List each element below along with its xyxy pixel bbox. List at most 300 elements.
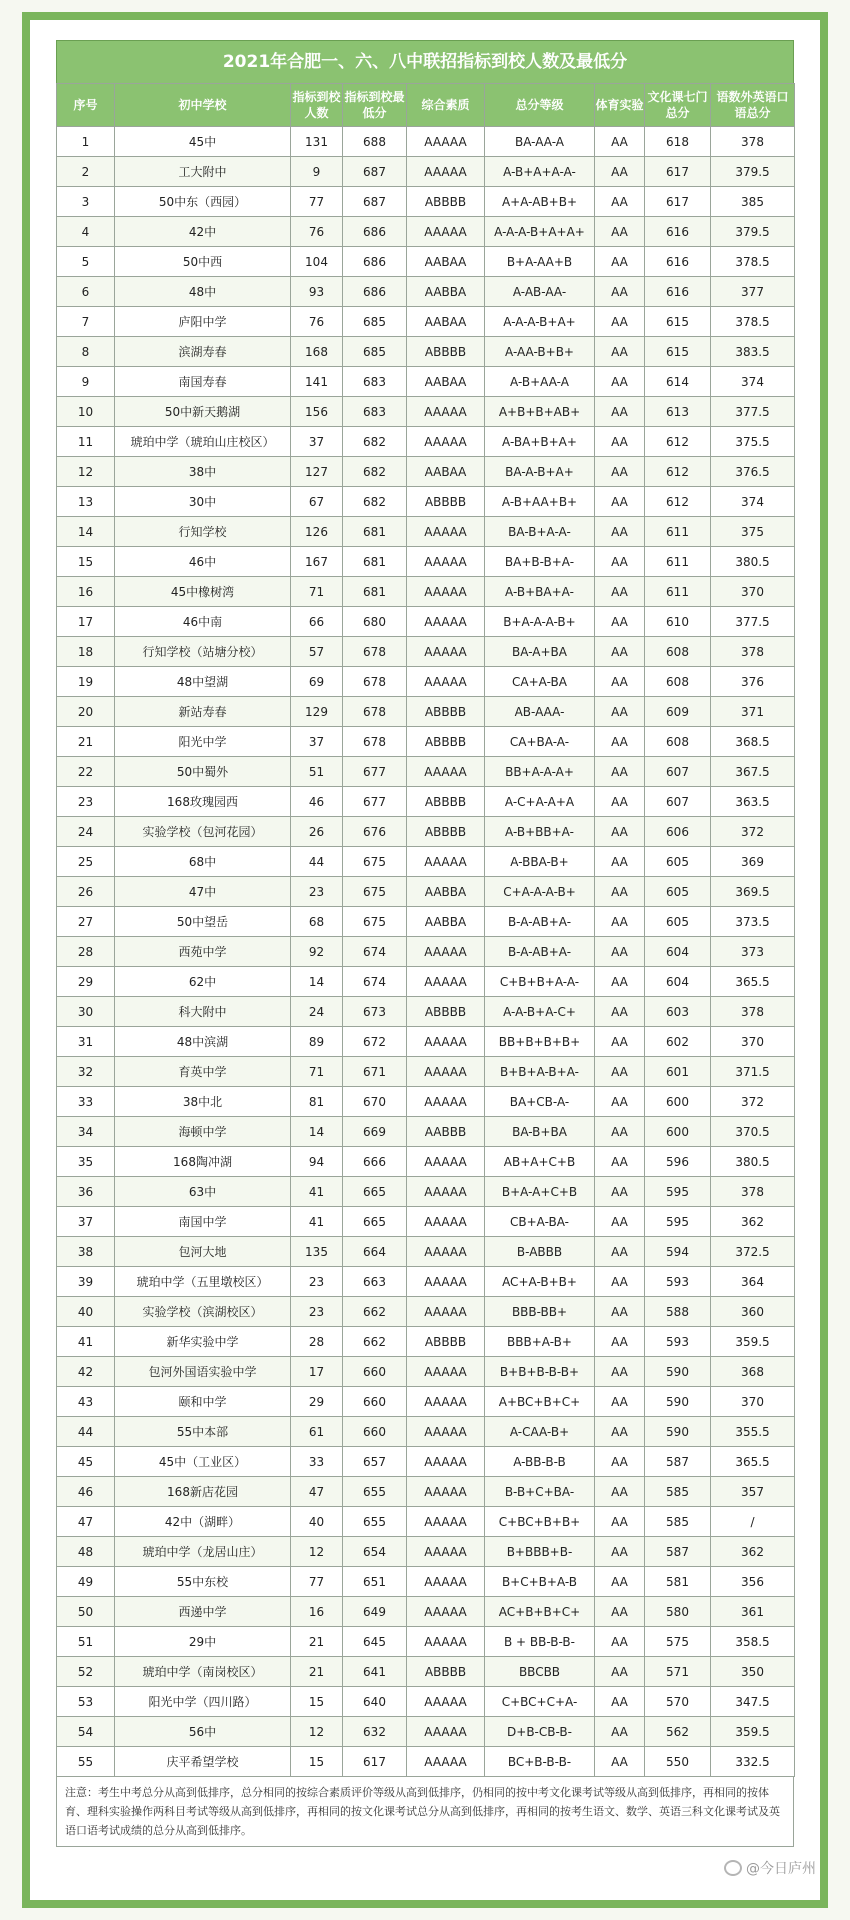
cell-grade: A-B+AA-A	[485, 367, 595, 397]
cell-oral-total: 373.5	[711, 907, 795, 937]
table-row	[57, 457, 795, 487]
cell-quota: 33	[291, 1447, 343, 1477]
table-row	[57, 787, 795, 817]
cell-index: 45	[57, 1447, 115, 1477]
cell-pe-lab: AA	[595, 1207, 645, 1237]
cell-pe-lab: AA	[595, 307, 645, 337]
cell-quality: AAAAA	[407, 1027, 485, 1057]
cell-school: 50中望岳	[115, 907, 291, 937]
cell-min-score: 678	[343, 727, 407, 757]
cell-oral-total: 368.5	[711, 727, 795, 757]
cell-quality: AAAAA	[407, 127, 485, 157]
cell-index: 3	[57, 187, 115, 217]
header-oral-total: 语数外英语口语总分	[711, 84, 795, 127]
cell-school: 海顿中学	[115, 1117, 291, 1147]
table-row	[57, 1627, 795, 1657]
table-row	[57, 1057, 795, 1087]
cell-school: 新站寿春	[115, 697, 291, 727]
cell-index: 5	[57, 247, 115, 277]
cell-index: 12	[57, 457, 115, 487]
cell-quota: 167	[291, 547, 343, 577]
cell-quality: AAAAA	[407, 1747, 485, 1777]
cell-quality: AAAAA	[407, 1357, 485, 1387]
cell-min-score: 686	[343, 247, 407, 277]
cell-school: 50中西	[115, 247, 291, 277]
cell-pe-lab: AA	[595, 787, 645, 817]
cell-seven-total: 602	[645, 1027, 711, 1057]
cell-school: 29中	[115, 1627, 291, 1657]
table-row	[57, 487, 795, 517]
cell-school: 47中	[115, 877, 291, 907]
cell-index: 16	[57, 577, 115, 607]
cell-pe-lab: AA	[595, 1567, 645, 1597]
cell-seven-total: 617	[645, 157, 711, 187]
table-row	[57, 697, 795, 727]
cell-pe-lab: AA	[595, 367, 645, 397]
cell-quality: AAAAA	[407, 1087, 485, 1117]
cell-oral-total: 377.5	[711, 397, 795, 427]
cell-index: 35	[57, 1147, 115, 1177]
cell-oral-total: 379.5	[711, 157, 795, 187]
cell-seven-total: 616	[645, 277, 711, 307]
cell-grade: BC+B-B-B-	[485, 1747, 595, 1777]
cell-quota: 24	[291, 997, 343, 1027]
table-row	[57, 1747, 795, 1777]
cell-index: 43	[57, 1387, 115, 1417]
cell-oral-total: 385	[711, 187, 795, 217]
cell-quota: 46	[291, 787, 343, 817]
cell-pe-lab: AA	[595, 1027, 645, 1057]
cell-grade: A-AA-B+B+	[485, 337, 595, 367]
cell-oral-total: 356	[711, 1567, 795, 1597]
cell-quota: 14	[291, 1117, 343, 1147]
table-row	[57, 1177, 795, 1207]
cell-min-score: 682	[343, 427, 407, 457]
cell-seven-total: 604	[645, 967, 711, 997]
cell-quality: AAAAA	[407, 1537, 485, 1567]
cell-quota: 37	[291, 427, 343, 457]
cell-pe-lab: AA	[595, 247, 645, 277]
cell-quota: 129	[291, 697, 343, 727]
table-row	[57, 1657, 795, 1687]
cell-quality: ABBBB	[407, 817, 485, 847]
cell-oral-total: 370	[711, 1027, 795, 1057]
cell-seven-total: 594	[645, 1237, 711, 1267]
cell-pe-lab: AA	[595, 997, 645, 1027]
cell-seven-total: 593	[645, 1267, 711, 1297]
cell-pe-lab: AA	[595, 1297, 645, 1327]
cell-school: 55中东校	[115, 1567, 291, 1597]
cell-grade: A-BA+B+A+	[485, 427, 595, 457]
cell-seven-total: 607	[645, 787, 711, 817]
cell-school: 包河大地	[115, 1237, 291, 1267]
cell-grade: BA+B-B+A-	[485, 547, 595, 577]
cell-grade: BB+A-A-A+	[485, 757, 595, 787]
cell-index: 31	[57, 1027, 115, 1057]
cell-pe-lab: AA	[595, 877, 645, 907]
cell-index: 39	[57, 1267, 115, 1297]
cell-pe-lab: AA	[595, 1417, 645, 1447]
cell-grade: A-A-A-B+A+A+	[485, 217, 595, 247]
cell-seven-total: 605	[645, 907, 711, 937]
cell-school: 颐和中学	[115, 1387, 291, 1417]
cell-school: 南国中学	[115, 1207, 291, 1237]
cell-grade: BA-A+BA	[485, 637, 595, 667]
table-row	[57, 157, 795, 187]
cell-quality: AAAAA	[407, 1207, 485, 1237]
cell-min-score: 682	[343, 457, 407, 487]
cell-seven-total: 601	[645, 1057, 711, 1087]
cell-grade: B+BBB+B-	[485, 1537, 595, 1567]
cell-quota: 77	[291, 187, 343, 217]
watermark	[724, 1858, 816, 1878]
cell-pe-lab: AA	[595, 1357, 645, 1387]
cell-oral-total: 372	[711, 817, 795, 847]
cell-grade: AC+A-B+B+	[485, 1267, 595, 1297]
cell-grade: BBB+A-B+	[485, 1327, 595, 1357]
cell-grade: C+A-A-A-B+	[485, 877, 595, 907]
cell-min-score: 640	[343, 1687, 407, 1717]
cell-index: 47	[57, 1507, 115, 1537]
cell-school: 庐阳中学	[115, 307, 291, 337]
cell-seven-total: 612	[645, 427, 711, 457]
cell-oral-total: 373	[711, 937, 795, 967]
header-quality: 综合素质	[407, 84, 485, 127]
cell-school: 琥珀中学（琥珀山庄校区）	[115, 427, 291, 457]
cell-min-score: 645	[343, 1627, 407, 1657]
cell-school: 南国寿春	[115, 367, 291, 397]
cell-pe-lab: AA	[595, 217, 645, 247]
cell-oral-total: 367.5	[711, 757, 795, 787]
cell-min-score: 678	[343, 667, 407, 697]
cell-pe-lab: AA	[595, 397, 645, 427]
cell-seven-total: 608	[645, 727, 711, 757]
cell-quality: AAAAA	[407, 607, 485, 637]
document	[56, 40, 794, 1847]
cell-seven-total: 595	[645, 1207, 711, 1237]
cell-pe-lab: AA	[595, 547, 645, 577]
table-row	[57, 1477, 795, 1507]
cell-seven-total: 590	[645, 1357, 711, 1387]
cell-grade: B + BB-B-B-	[485, 1627, 595, 1657]
cell-school: 46中南	[115, 607, 291, 637]
cell-quality: AAAAA	[407, 1597, 485, 1627]
cell-quality: ABBBB	[407, 727, 485, 757]
cell-seven-total: 605	[645, 877, 711, 907]
cell-grade: A-BB-B-B	[485, 1447, 595, 1477]
cell-pe-lab: AA	[595, 907, 645, 937]
cell-quality: AAAAA	[407, 1567, 485, 1597]
header-min-score: 指标到校最低分	[343, 84, 407, 127]
cell-min-score: 687	[343, 187, 407, 217]
cell-quality: AAAAA	[407, 1417, 485, 1447]
cell-seven-total: 608	[645, 667, 711, 697]
cell-index: 48	[57, 1537, 115, 1567]
cell-oral-total: 358.5	[711, 1627, 795, 1657]
cell-index: 53	[57, 1687, 115, 1717]
table-row	[57, 937, 795, 967]
cell-index: 18	[57, 637, 115, 667]
cell-quota: 21	[291, 1657, 343, 1687]
cell-pe-lab: AA	[595, 577, 645, 607]
cell-index: 11	[57, 427, 115, 457]
table-row	[57, 877, 795, 907]
cell-seven-total: 600	[645, 1117, 711, 1147]
cell-school: 30中	[115, 487, 291, 517]
cell-school: 新华实验中学	[115, 1327, 291, 1357]
cell-grade: A+B+B+AB+	[485, 397, 595, 427]
cell-seven-total: 590	[645, 1417, 711, 1447]
cell-school: 实验学校（滨湖校区）	[115, 1297, 291, 1327]
cell-quality: AABBA	[407, 877, 485, 907]
cell-grade: CA+A-BA	[485, 667, 595, 697]
cell-oral-total: 359.5	[711, 1327, 795, 1357]
cell-oral-total: 362	[711, 1207, 795, 1237]
cell-min-score: 664	[343, 1237, 407, 1267]
cell-pe-lab: AA	[595, 727, 645, 757]
cell-oral-total: 379.5	[711, 217, 795, 247]
cell-quality: ABBBB	[407, 337, 485, 367]
cell-oral-total: 383.5	[711, 337, 795, 367]
cell-min-score: 688	[343, 127, 407, 157]
cell-school: 庆平希望学校	[115, 1747, 291, 1777]
cell-seven-total: 614	[645, 367, 711, 397]
cell-school: 68中	[115, 847, 291, 877]
cell-pe-lab: AA	[595, 517, 645, 547]
table-row	[57, 1267, 795, 1297]
cell-school: 阳光中学（四川路）	[115, 1687, 291, 1717]
cell-oral-total: 378	[711, 637, 795, 667]
table-row	[57, 1117, 795, 1147]
cell-index: 26	[57, 877, 115, 907]
cell-school: 行知学校（站塘分校）	[115, 637, 291, 667]
cell-quality: AAAAA	[407, 577, 485, 607]
cell-grade: A-BBA-B+	[485, 847, 595, 877]
cell-pe-lab: AA	[595, 1177, 645, 1207]
cell-index: 14	[57, 517, 115, 547]
table-title: 2021年合肥一、六、八中联招指标到校人数及最低分	[56, 40, 794, 83]
cell-grade: BBB-BB+	[485, 1297, 595, 1327]
cell-quality: AAAAA	[407, 757, 485, 787]
cell-index: 24	[57, 817, 115, 847]
cell-seven-total: 610	[645, 607, 711, 637]
cell-min-score: 651	[343, 1567, 407, 1597]
cell-index: 51	[57, 1627, 115, 1657]
cell-quota: 28	[291, 1327, 343, 1357]
cell-index: 40	[57, 1297, 115, 1327]
cell-pe-lab: AA	[595, 1087, 645, 1117]
cell-grade: A+A-AB+B+	[485, 187, 595, 217]
cell-min-score: 670	[343, 1087, 407, 1117]
cell-school: 阳光中学	[115, 727, 291, 757]
cell-min-score: 674	[343, 937, 407, 967]
cell-index: 19	[57, 667, 115, 697]
cell-min-score: 660	[343, 1387, 407, 1417]
cell-seven-total: 587	[645, 1447, 711, 1477]
cell-pe-lab: AA	[595, 1267, 645, 1297]
header-quota: 指标到校人数	[291, 84, 343, 127]
cell-school: 科大附中	[115, 997, 291, 1027]
cell-pe-lab: AA	[595, 487, 645, 517]
cell-seven-total: 585	[645, 1507, 711, 1537]
cell-seven-total: 608	[645, 637, 711, 667]
cell-quality: AABAA	[407, 307, 485, 337]
cell-index: 36	[57, 1177, 115, 1207]
cell-quality: AAAAA	[407, 847, 485, 877]
cell-oral-total: 376.5	[711, 457, 795, 487]
cell-school: 实验学校（包河花园）	[115, 817, 291, 847]
table-row	[57, 367, 795, 397]
cell-oral-total: 380.5	[711, 1147, 795, 1177]
cell-index: 1	[57, 127, 115, 157]
cell-quality: AAAAA	[407, 547, 485, 577]
cell-index: 4	[57, 217, 115, 247]
cell-seven-total: 575	[645, 1627, 711, 1657]
cell-quality: AAAAA	[407, 1387, 485, 1417]
cell-min-score: 686	[343, 277, 407, 307]
cell-seven-total: 612	[645, 457, 711, 487]
cell-grade: B+C+B+A-B	[485, 1567, 595, 1597]
table-row	[57, 1297, 795, 1327]
cell-oral-total: 378	[711, 127, 795, 157]
cell-index: 37	[57, 1207, 115, 1237]
cell-quota: 156	[291, 397, 343, 427]
cell-oral-total: 347.5	[711, 1687, 795, 1717]
cell-quality: ABBBB	[407, 187, 485, 217]
cell-quota: 41	[291, 1177, 343, 1207]
cell-quality: AAAAA	[407, 217, 485, 247]
cell-index: 33	[57, 1087, 115, 1117]
cell-index: 55	[57, 1747, 115, 1777]
cell-index: 7	[57, 307, 115, 337]
cell-min-score: 687	[343, 157, 407, 187]
cell-oral-total: 378.5	[711, 307, 795, 337]
cell-oral-total: 359.5	[711, 1717, 795, 1747]
table-row	[57, 1537, 795, 1567]
footnote: 注意：考生中考总分从高到低排序，总分相同的按综合素质评价等级从高到低排序，仍相同的按中考文化课考试等级从高到低排序，再相同的按体育、理科实验操作两科目考试等级从高到低排序，再相同的按文化课考试总分从高到低排序，再相同的按考生语文、数学、英语三科文化课考试及英语口语考试成绩的总分从高到低排序。	[56, 1777, 794, 1847]
cell-grade: A-C+A-A+A	[485, 787, 595, 817]
cell-school: 西递中学	[115, 1597, 291, 1627]
cell-quota: 71	[291, 577, 343, 607]
cell-seven-total: 615	[645, 337, 711, 367]
cell-quota: 66	[291, 607, 343, 637]
cell-seven-total: 616	[645, 247, 711, 277]
table-row	[57, 637, 795, 667]
cell-oral-total: 378	[711, 997, 795, 1027]
header-grade: 总分等级	[485, 84, 595, 127]
cell-quota: 57	[291, 637, 343, 667]
cell-index: 21	[57, 727, 115, 757]
cell-school: 45中	[115, 127, 291, 157]
cell-seven-total: 580	[645, 1597, 711, 1627]
cell-quota: 131	[291, 127, 343, 157]
cell-school: 琥珀中学（龙居山庄）	[115, 1537, 291, 1567]
table-row	[57, 1387, 795, 1417]
cell-min-score: 678	[343, 637, 407, 667]
cell-oral-total: 374	[711, 367, 795, 397]
cell-quality: AAAAA	[407, 637, 485, 667]
cell-school: 56中	[115, 1717, 291, 1747]
watermark-text: @今日庐州	[746, 1861, 816, 1877]
admission-table	[56, 83, 795, 1777]
cell-oral-total: 377.5	[711, 607, 795, 637]
cell-quota: 23	[291, 1297, 343, 1327]
table-row	[57, 277, 795, 307]
cell-school: 工大附中	[115, 157, 291, 187]
table-row	[57, 727, 795, 757]
cell-quota: 141	[291, 367, 343, 397]
cell-pe-lab: AA	[595, 637, 645, 667]
cell-seven-total: 550	[645, 1747, 711, 1777]
cell-grade: A-B+BB+A-	[485, 817, 595, 847]
cell-pe-lab: AA	[595, 817, 645, 847]
cell-quota: 44	[291, 847, 343, 877]
header-index: 序号	[57, 84, 115, 127]
cell-oral-total: 374	[711, 487, 795, 517]
cell-seven-total: 617	[645, 187, 711, 217]
cell-quota: 68	[291, 907, 343, 937]
cell-pe-lab: AA	[595, 757, 645, 787]
cell-pe-lab: AA	[595, 1657, 645, 1687]
cell-pe-lab: AA	[595, 1597, 645, 1627]
cell-quota: 168	[291, 337, 343, 367]
cell-grade: C+B+B+A-A-	[485, 967, 595, 997]
cell-grade: A-B+A+A-A-	[485, 157, 595, 187]
cell-grade: B+B+B-B-B+	[485, 1357, 595, 1387]
cell-grade: A-A-A-B+A+	[485, 307, 595, 337]
cell-quota: 127	[291, 457, 343, 487]
table-row	[57, 217, 795, 247]
cell-grade: CB+A-BA-	[485, 1207, 595, 1237]
cell-quota: 94	[291, 1147, 343, 1177]
table-body	[57, 127, 795, 1777]
cell-quality: AAAAA	[407, 427, 485, 457]
cell-min-score: 649	[343, 1597, 407, 1627]
cell-grade: B+B+A-B+A-	[485, 1057, 595, 1087]
cell-oral-total: 380.5	[711, 547, 795, 577]
cell-grade: BA-B+BA	[485, 1117, 595, 1147]
cell-quality: AAAAA	[407, 1267, 485, 1297]
cell-school: 42中（湖畔）	[115, 1507, 291, 1537]
cell-quality: AABBB	[407, 1117, 485, 1147]
cell-school: 育英中学	[115, 1057, 291, 1087]
table-row	[57, 1237, 795, 1267]
cell-quota: 16	[291, 1597, 343, 1627]
cell-quality: ABBBB	[407, 1657, 485, 1687]
cell-seven-total: 607	[645, 757, 711, 787]
cell-pe-lab: AA	[595, 967, 645, 997]
cell-grade: B+A-AA+B	[485, 247, 595, 277]
table-row	[57, 907, 795, 937]
cell-min-score: 681	[343, 517, 407, 547]
cell-quota: 40	[291, 1507, 343, 1537]
cell-oral-total: 375	[711, 517, 795, 547]
cell-pe-lab: AA	[595, 847, 645, 877]
cell-quality: AAAAA	[407, 397, 485, 427]
cell-seven-total: 593	[645, 1327, 711, 1357]
cell-min-score: 660	[343, 1417, 407, 1447]
cell-seven-total: 618	[645, 127, 711, 157]
cell-pe-lab: AA	[595, 1507, 645, 1537]
cell-min-score: 662	[343, 1327, 407, 1357]
table-row	[57, 1087, 795, 1117]
cell-quota: 51	[291, 757, 343, 787]
cell-min-score: 669	[343, 1117, 407, 1147]
cell-school: 168新店花园	[115, 1477, 291, 1507]
cell-quota: 15	[291, 1687, 343, 1717]
table-row	[57, 1027, 795, 1057]
cell-oral-total: 350	[711, 1657, 795, 1687]
